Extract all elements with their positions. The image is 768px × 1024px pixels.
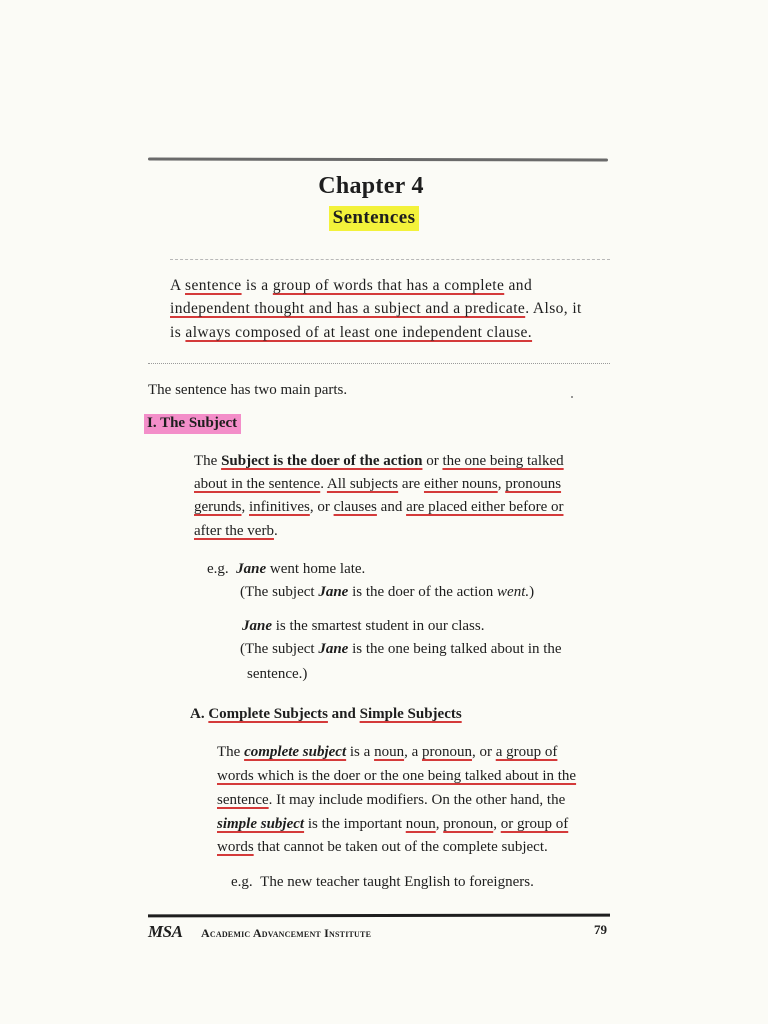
footer-rule: [148, 914, 610, 918]
subject-line-3: gerunds, infinitives, or clauses and are placed either before or: [194, 499, 564, 515]
definition-line-1: A sentence is a group of words that has a complete and: [170, 277, 533, 294]
speck: [571, 396, 573, 398]
institute-name: Academic Advancement Institute: [201, 926, 372, 940]
complete-line-4: simple subject is the important noun, pronoun, or group of: [217, 816, 569, 832]
intro-text: The sentence has two main parts.: [148, 382, 348, 398]
subject-line-1: The Subject is the doer of the action or the one being talked: [194, 453, 564, 469]
page-number: 79: [594, 922, 607, 937]
example-3: e.g. The new teacher taught English to foreigners.: [231, 874, 534, 890]
complete-line-5: words that cannot be taken out of the complete subject.: [217, 839, 548, 855]
definition-line-3: is always composed of at least one independent clause.: [170, 324, 533, 341]
example-2-note: (The subject Jane is the one being talked about in the: [240, 641, 562, 657]
example-2: Jane is the smartest student in our class.: [242, 618, 485, 634]
chapter-title: Chapter 4: [318, 173, 424, 199]
top-rule: [148, 158, 608, 162]
definition-line-2: independent thought and has a subject and a predicate. Also, it: [170, 300, 582, 317]
subject-line-2: about in the sentence. All subjects are either nouns, pronouns: [194, 476, 562, 492]
complete-line-3: sentence. It may include modifiers. On the other hand, the: [217, 792, 566, 808]
divider-top: [170, 259, 610, 260]
subject-line-4: after the verb.: [194, 523, 278, 539]
divider-bottom: [148, 363, 610, 364]
chapter-subtitle: Sentences: [329, 206, 420, 231]
complete-line-2: words which is the doer or the one being talked about in the: [217, 768, 577, 784]
msa-logo: MSA: [148, 922, 183, 941]
complete-line-1: The complete subject is a noun, a pronoun, or a group of: [217, 744, 558, 760]
example-2-note-end: sentence.): [247, 666, 308, 682]
example-1-note: (The subject Jane is the doer of the action went.): [240, 584, 535, 600]
chapter-subtitle-wrap: [0, 206, 748, 231]
subsection-heading-complete-simple: A. Complete Subjects and Simple Subjects: [190, 706, 462, 722]
section-heading-subject: I. The Subject: [144, 414, 241, 434]
example-1: e.g. Jane went home late.: [207, 561, 366, 577]
